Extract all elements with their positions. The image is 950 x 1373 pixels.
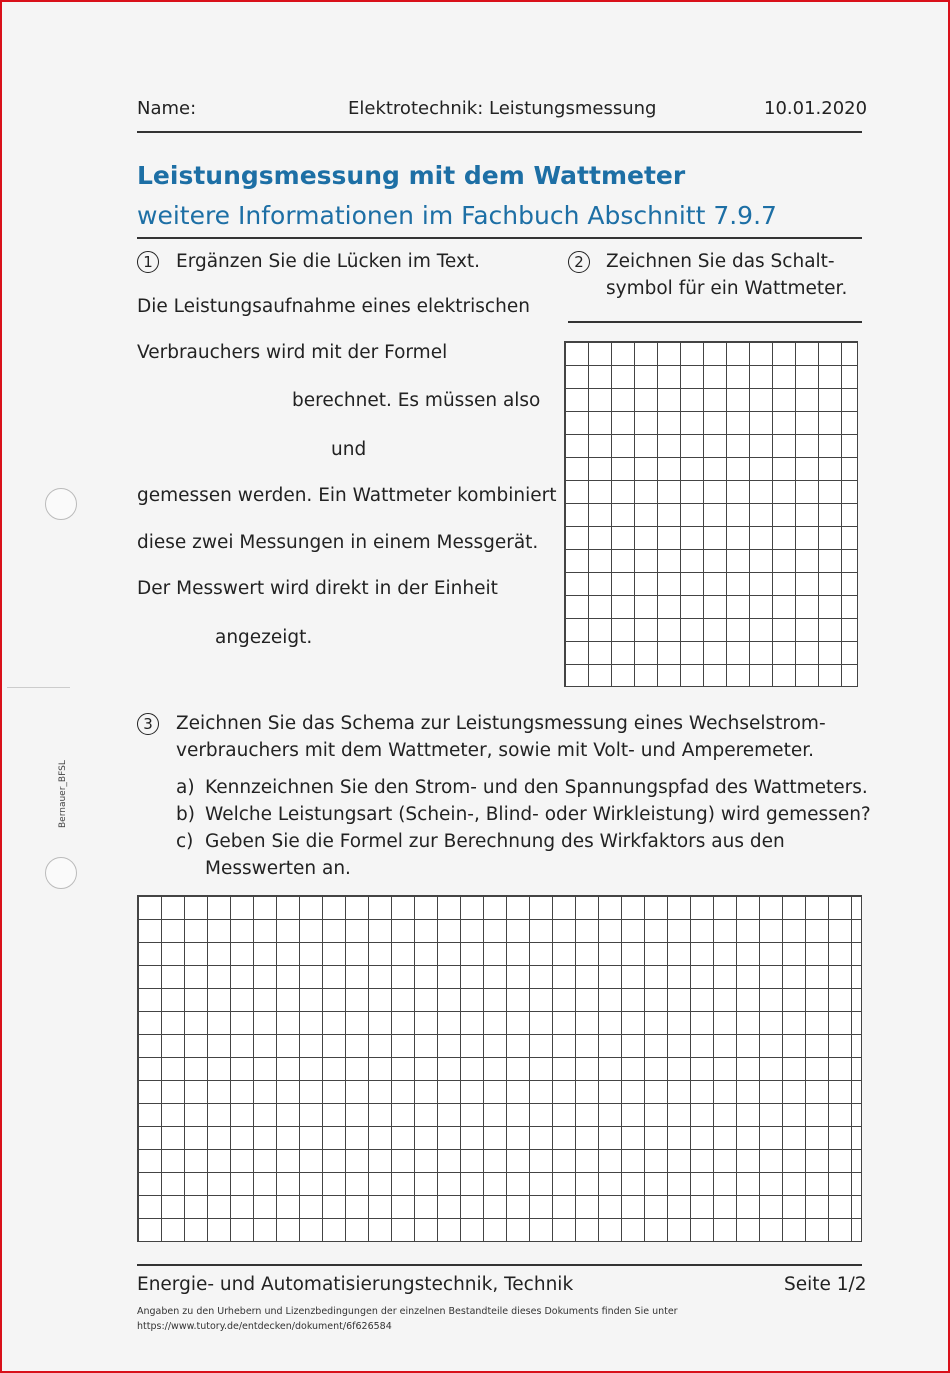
header-rule <box>137 131 862 133</box>
license-note: Angaben zu den Urhebern und Lizenzbedingungen der einzelnen Bestandteile dieses Dokuments finden Sie unter <box>137 1306 678 1317</box>
cloze-line-3: berechnet. Es müssen also <box>292 390 541 411</box>
side-label: Bernauer_BFSL <box>58 760 68 828</box>
task-2-drawing-grid[interactable] <box>564 341 858 687</box>
license-link[interactable]: https://www.tutory.de/entdecken/dokument/6f626584 <box>137 1321 392 1332</box>
task-3-number: 3 <box>137 713 159 735</box>
worksheet-date: 10.01.2020 <box>764 98 868 119</box>
fold-mark <box>7 687 70 688</box>
task-1-number: 1 <box>137 251 159 273</box>
task-2-instruction-line-2: symbol für ein Wattmeter. <box>606 278 848 299</box>
page-subtitle: weitere Informationen im Fachbuch Abschnitt 7.9.7 <box>137 201 777 230</box>
name-label: Name: <box>137 98 197 119</box>
task-2-instruction-line-1: Zeichnen Sie das Schalt- <box>606 251 835 272</box>
page-title: Leistungsmessung mit dem Wattmeter <box>137 161 686 190</box>
punch-hole-bottom <box>45 857 77 889</box>
item-a-label: a) <box>176 777 195 798</box>
task-1-instruction: Ergänzen Sie die Lücken im Text. <box>176 251 481 272</box>
cloze-line-6: diese zwei Messungen in einem Messgerät. <box>137 532 539 553</box>
cloze-line-7: Der Messwert wird direkt in der Einheit <box>137 578 498 599</box>
item-a-text: Kennzeichnen Sie den Strom- und den Spannungspfad des Wattmeters. <box>205 777 868 798</box>
task-3-instruction-line-2: verbrauchers mit dem Wattmeter, sowie mit Volt- und Amperemeter. <box>176 740 814 761</box>
item-b-label: b) <box>176 804 195 825</box>
item-c-label: c) <box>176 831 194 852</box>
cloze-line-1: Die Leistungsaufnahme eines elektrischen <box>137 296 530 317</box>
item-c-text: Geben Sie die Formel zur Berechnung des Wirkfaktors aus den <box>205 831 785 852</box>
footer-left: Energie- und Automatisierungstechnik, Technik <box>137 1274 574 1295</box>
cloze-line-8: angezeigt. <box>215 627 313 648</box>
task-3-instruction-line-1: Zeichnen Sie das Schema zur Leistungsmessung eines Wechselstrom- <box>176 713 826 734</box>
item-c-text-line-2: Messwerten an. <box>205 858 351 879</box>
task-3-drawing-grid[interactable] <box>137 895 862 1242</box>
cloze-line-2: Verbrauchers wird mit der Formel <box>137 342 448 363</box>
title-rule <box>137 237 862 239</box>
worksheet-subject: Elektrotechnik: Leistungsmessung <box>348 98 657 119</box>
item-b-text: Welche Leistungsart (Schein-, Blind- oder Wirkleistung) wird gemessen? <box>205 804 871 825</box>
task-2-rule <box>568 321 862 323</box>
punch-hole-top <box>45 488 77 520</box>
cloze-line-4: und <box>331 439 367 460</box>
cloze-line-5: gemessen werden. Ein Wattmeter kombiniert <box>137 485 557 506</box>
footer-page-number: Seite 1/2 <box>784 1274 867 1295</box>
task-2-number: 2 <box>568 251 590 273</box>
footer-rule <box>137 1264 862 1266</box>
